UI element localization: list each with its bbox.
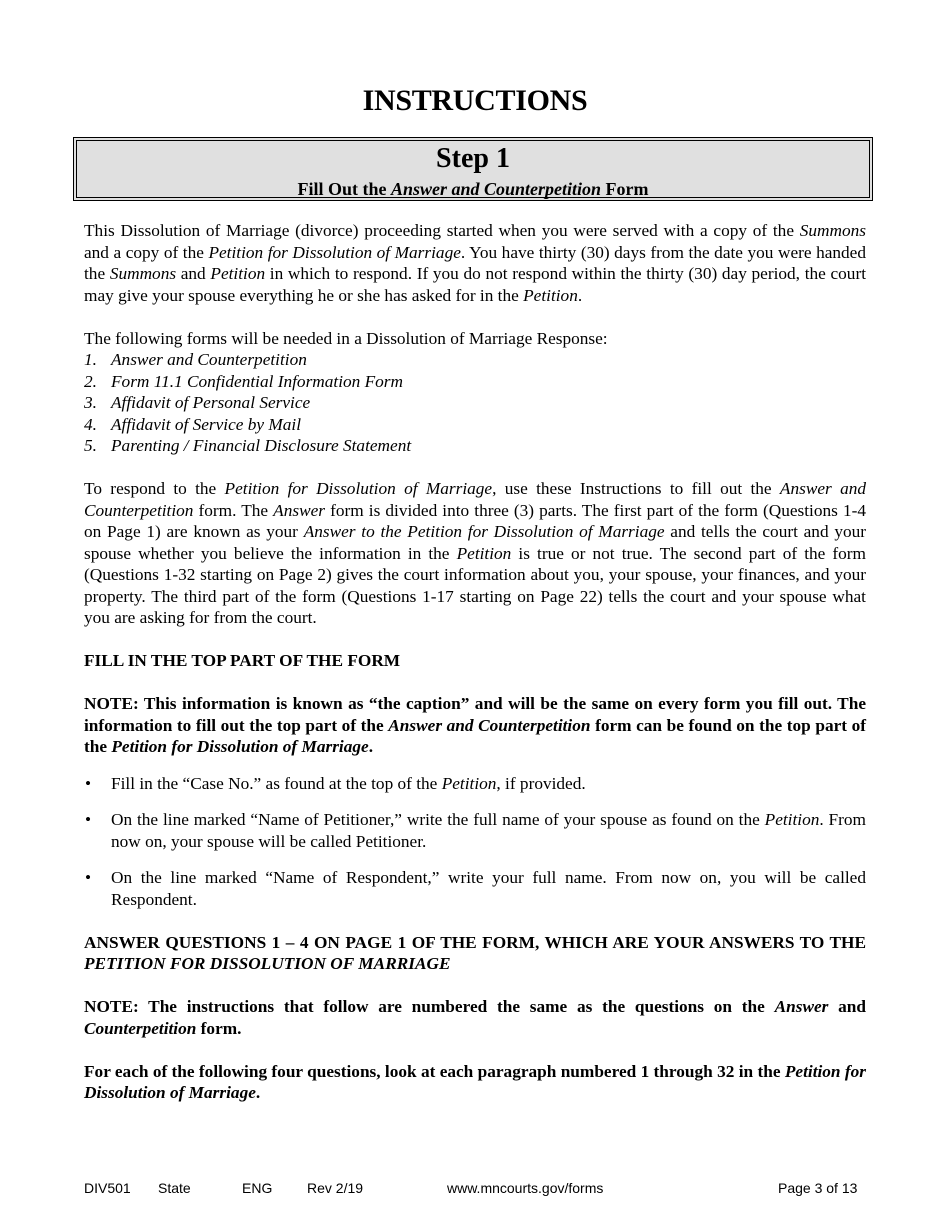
forms-needed-list [84, 349, 866, 457]
list-item: 2. Form 11.1 Confidential Information Form [84, 371, 404, 391]
bullet-icon: • [85, 868, 92, 887]
page-title: INSTRUCTIONS [362, 84, 588, 117]
list-item: 1. Answer and Counterpetition [84, 350, 307, 369]
section-heading-questions: ANSWER QUESTIONS 1 – 4 ON PAGE 1 OF THE FORM, WHICH ARE YOUR ANSWERS TO THE PETITION FOR DISSOLUTION OF MARRIAGE [84, 932, 866, 973]
footer-form-code: DIV501 [84, 1180, 131, 1196]
step-subtitle-form-name: Answer and Counterpetition [390, 179, 602, 199]
list-item: • On the line marked “Name of Respondent,” write your full name. From now on, you will be called Respondent. [85, 868, 866, 909]
footer-revision: Rev 2/19 [307, 1180, 364, 1196]
step-subtitle [74, 179, 872, 200]
caption-bullet-list [84, 773, 866, 911]
step-header-box [73, 137, 873, 201]
page-footer [0, 1180, 950, 1200]
four-questions-note: For each of the following four questions, look at each paragraph numbered 1 through 32 in the Petition for Dissolution of Marriage. [84, 1061, 866, 1102]
caption-note: NOTE: This information is known as “the caption” and will be the same on every form you fill out. The information to fill out the top part of the Answer and Counterpetition form can be found on the top part of the Petition for Dissolution of Marriage. [84, 694, 866, 756]
list-item: 5. Parenting / Financial Disclosure Statement [84, 436, 412, 455]
bullet-icon: • [85, 773, 92, 793]
footer-language: ENG [242, 1180, 273, 1196]
forms-needed-lead: The following forms will be needed in a Dissolution of Marriage Response: [84, 328, 608, 348]
section-heading-top-part: FILL IN THE TOP PART OF THE FORM [84, 651, 401, 670]
list-item: 4. Affidavit of Service by Mail [84, 414, 302, 434]
list-item: 3. Affidavit of Personal Service [84, 393, 311, 412]
footer-page-number: Page 3 of 13 [778, 1180, 858, 1196]
instructions-body [84, 220, 866, 1104]
step-subtitle-text: Fill Out the [297, 179, 391, 199]
footer-website: www.mncourts.gov/forms [447, 1180, 604, 1196]
step-title: Step 1 [436, 143, 510, 174]
respond-paragraph: To respond to the Petition for Dissolution of Marriage, use these Instructions to fill out the Answer and Counterpetition form. The Answer form is divided into three (3) parts. The first part of the form (Questions 1-4 on Page 1) are known as your Answer to the Petition for Dissolution of Marriage and tells the court and your spouse whether you believe the information in the Petition is true or not true. The second part of the form (Questions 1-32 starting on Page 2) gives the court information about you, your spouse, your finances, and your property. The third part of the form (Questions 1-17 starting on Page 22) tells the court and your spouse what you are asking for from the court. [84, 479, 866, 627]
numbering-note: NOTE: The instructions that follow are numbered the same as the questions on the Answer and Counterpetition form. [84, 997, 866, 1038]
bullet-icon: • [85, 810, 92, 829]
step-subtitle-text-end: Form [601, 179, 649, 199]
list-item: • On the line marked “Name of Petitioner,” write the full name of your spouse as found on the Petition. From now on, your spouse will be called Petitioner. [85, 810, 866, 851]
list-item: • Fill in the “Case No.” as found at the top of the Petition, if provided. [85, 773, 586, 793]
intro-paragraph: This Dissolution of Marriage (divorce) proceeding started when you were served with a copy of the Summons and a copy of the Petition for Dissolution of Marriage. You have thirty (30) days from the date you were handed the Summons and Petition in which to respond. If you do not respond within the thirty (30) day period, the court may give your spouse everything he or she has asked for in the Petition. [84, 221, 867, 305]
footer-jurisdiction: State [158, 1180, 191, 1196]
